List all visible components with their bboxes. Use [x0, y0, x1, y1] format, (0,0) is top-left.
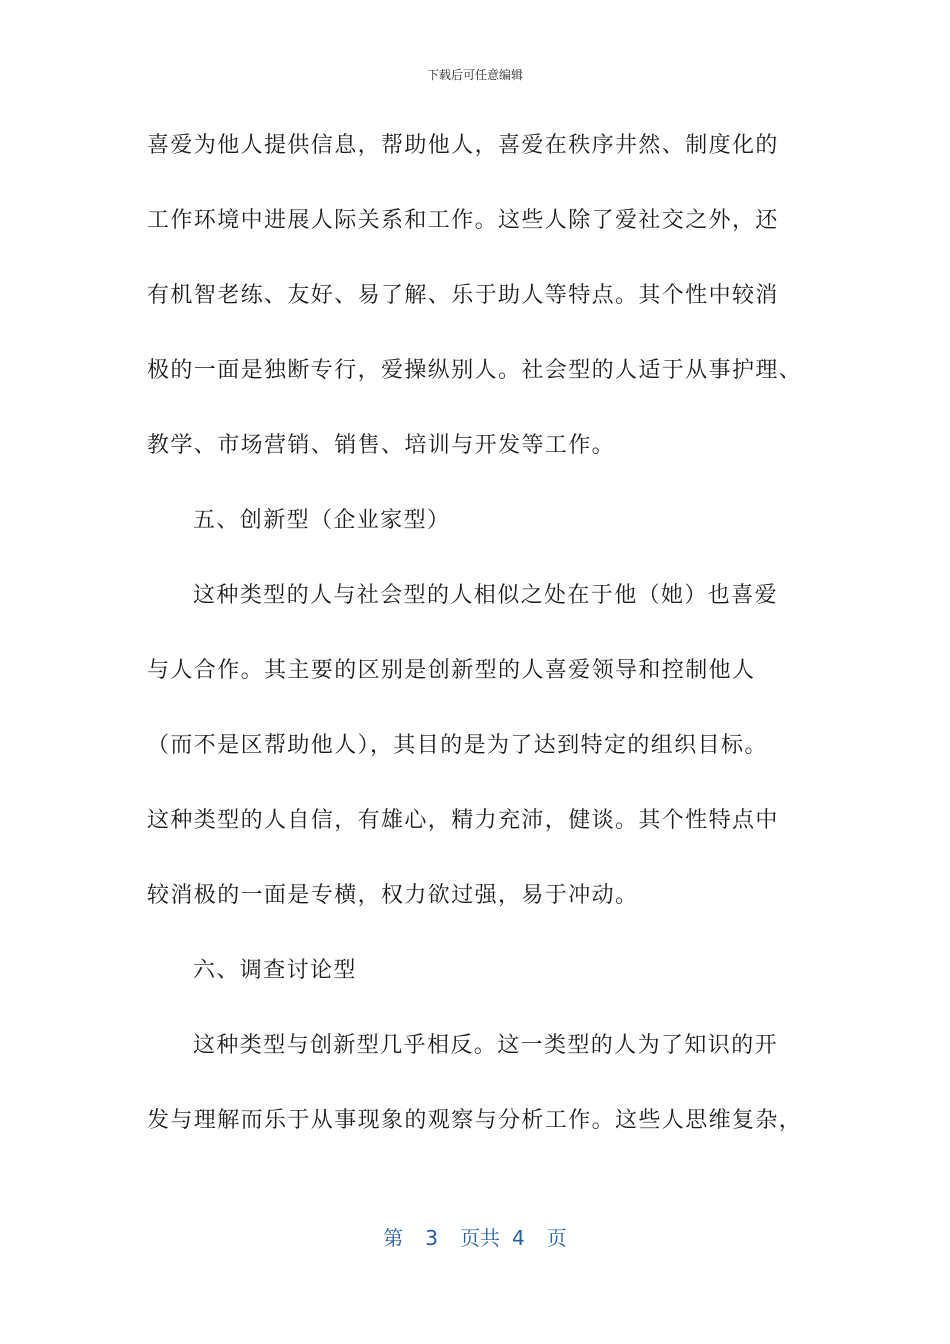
page-header: 下载后可任意编辑 [426, 68, 523, 82]
document-body [147, 124, 813, 1174]
footer-total-pages: 4 [512, 1226, 525, 1250]
paragraph-line: 工作环境中进展人际关系和工作。这些人除了爱社交之外，还 [147, 208, 779, 233]
paragraph-line: 喜爱为他人提供信息，帮助他人，喜爱在秩序井然、制度化的 [147, 133, 779, 158]
footer-prefix: 第 [383, 1226, 404, 1250]
section-heading: 五、创新型（企业家型） [193, 508, 451, 533]
paragraph-line: 这种类型与创新型几乎相反。这一类型的人为了知识的开 [193, 1033, 779, 1058]
paragraph-line: （而不是区帮助他人），其目的是为了达到特定的组织目标。 [147, 733, 768, 758]
footer-suffix: 页 [546, 1226, 567, 1250]
paragraph-line: 有机智老练、友好、易了解、乐于助人等特点。其个性中较消 [147, 283, 779, 308]
page-footer [0, 1222, 950, 1251]
paragraph-line: 与人合作。其主要的区别是创新型的人喜爱领导和控制他人 [147, 658, 756, 683]
section-heading: 六、调查讨论型 [193, 958, 357, 983]
paragraph-line: 极的一面是独断专行，爱操纵别人。社会型的人适于从事护理、 [147, 358, 803, 383]
paragraph-line: 这种类型的人与社会型的人相似之处在于他（她）也喜爱 [193, 583, 779, 608]
paragraph-line: 较消极的一面是专横，权力欲过强，易于冲动。 [147, 883, 639, 908]
paragraph-line: 教学、市场营销、销售、培训与开发等工作。 [147, 433, 616, 458]
paragraph-line: 发与理解而乐于从事现象的观察与分析工作。这些人思维复杂， [147, 1108, 803, 1133]
footer-page-number: 3 [425, 1226, 438, 1250]
footer-middle: 页共 [460, 1226, 500, 1250]
paragraph-line: 这种类型的人自信，有雄心，精力充沛，健谈。其个性特点中 [147, 808, 779, 833]
